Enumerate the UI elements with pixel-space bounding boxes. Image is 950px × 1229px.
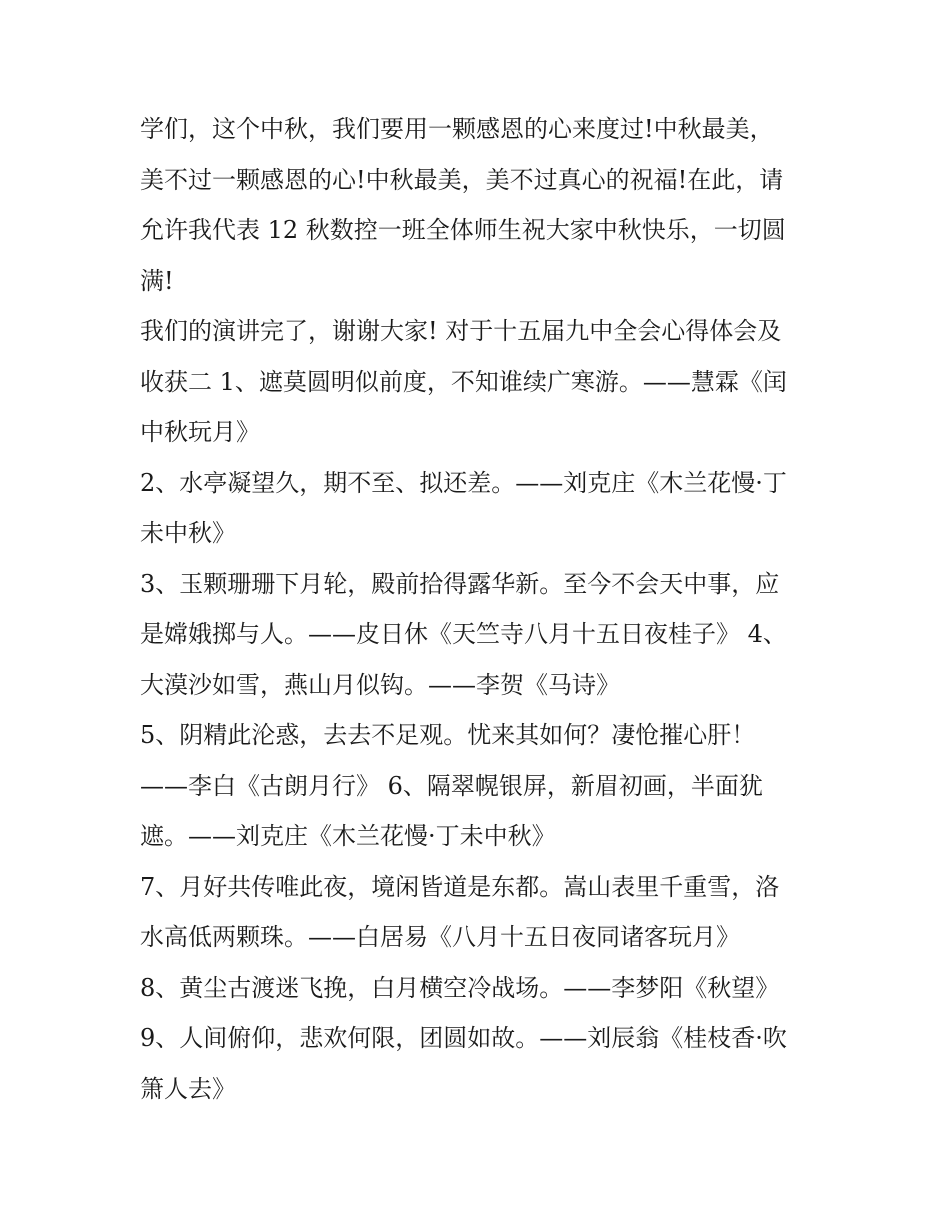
text-line: 9、人间俯仰，悲欢何限，团圆如故。——刘辰翁《桂枝香·吹 [140,1024,787,1052]
text-line: 中秋玩月》 [140,418,260,446]
text-line: 5、阴精此沦惑，去去不足观。忧来其如何？凄怆摧心肝！ [140,721,756,749]
text-line: 7、月好共传唯此夜，境闲皆道是东都。嵩山表里千重雪，洛 [140,872,780,901]
text-line: 美不过一颗感恩的心!中秋最美，美不过真心的祝福!在此，请 [140,165,784,194]
text-line: 3、玉颗珊珊下月轮，殿前拾得露华新。至今不会天中事，应 [140,569,780,598]
text-line: 箫人去》 [140,1074,236,1103]
text-line: 学们，这个中秋，我们要用一颗感恩的心来度过!中秋最美， [140,115,774,143]
text-line: 遮。——刘克庄《木兰花慢·丁未中秋》 [140,822,556,850]
text-line: 我们的演讲完了，谢谢大家! 对于十五届九中全会心得体会及 [140,317,782,345]
text-line: 是嫦娥掷与人。——皮日休《天竺寺八月十五日夜桂子》 4、 [140,620,787,648]
text-line: 大漠沙如雪，燕山月似钩。——李贺《马诗》 [140,670,620,699]
text-line: 满! [140,266,174,295]
text-line: 2、水亭凝望久，期不至、拟还差。——刘克庄《木兰花慢·丁 [140,468,787,497]
text-line: 水高低两颗珠。——白居易《八月十五日夜同诸客玩月》 [140,923,740,951]
document-body [140,104,820,1114]
text-line: 允许我代表 12 秋数控一班全体师生祝大家中秋快乐，一切圆 [140,216,786,244]
text-line: 收获二 1、遮莫圆明似前度，不知谁续广寒游。——慧霖《闰 [140,367,787,396]
text-line: 8、黄尘古渡迷飞挽，白月横空冷战场。——李梦阳《秋望》 [140,973,780,1002]
text-line: ——李白《古朗月行》 6、隔翠幌银屏，新眉初画，半面犹 [140,771,763,800]
text-line: 未中秋》 [140,519,236,547]
